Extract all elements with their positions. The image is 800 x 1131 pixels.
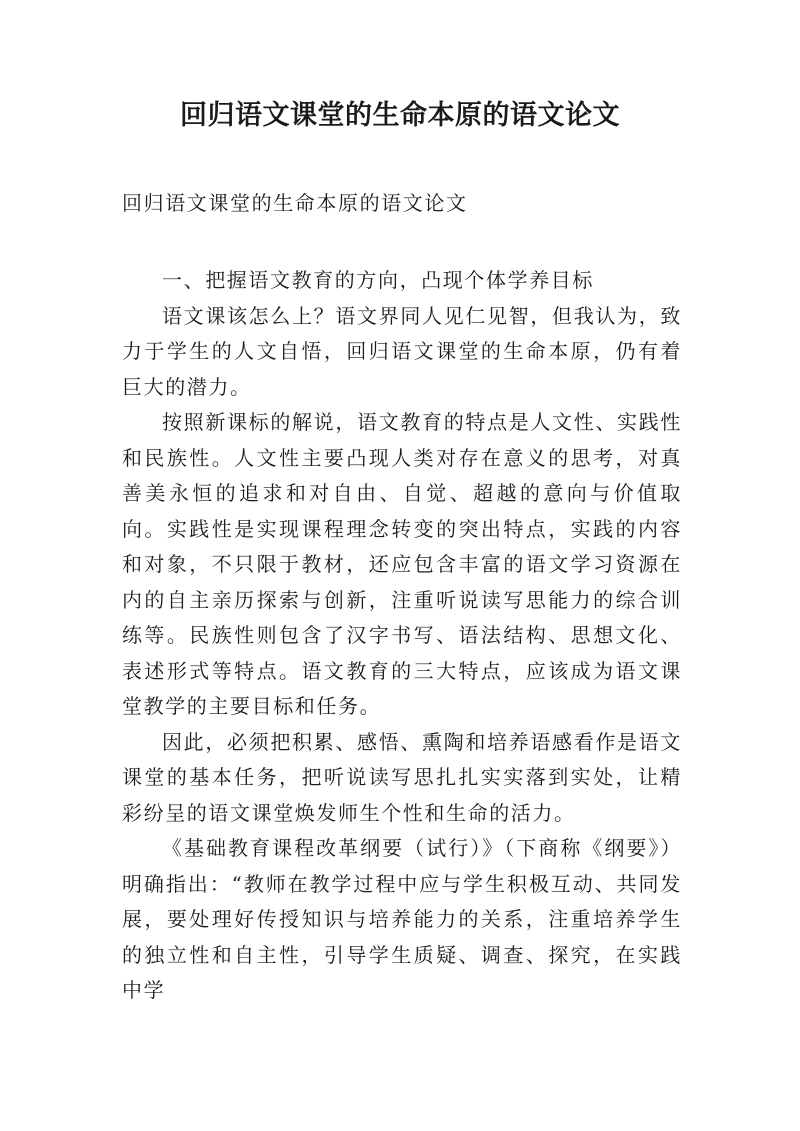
paragraph: 《基础教育课程改革纲要（试行）》（下商称《纲要》）明确指出：“教师在教学过程中应与学生积极互动、共同发展，要处理好传授知识与培养能力的关系，注重培养学生的独立性和自主性，引导学生质疑、调查、探究，在实践中学	[122, 836, 682, 1002]
paragraph: 语文课该怎么上？语文界同人见仁见智，但我认为，致力于学生的人文自悟，回归语文课堂的生命本原，仍有着巨大的潜力。	[122, 303, 682, 399]
paragraph: 按照新课标的解说，语文教育的特点是人文性、实践性和民族性。人文性主要凸现人类对存在意义的思考，对真善美永恒的追求和对自由、自觉、超越的意向与价值取向。实践性是实现课程理念转变的突出特点，实践的内容和对象，不只限于教材，还应包含丰富的语文学习资源在内的自主亲历探索与创新，注重听说读写思能力的综合训练等。民族性则包含了汉字书写、语法结构、思想文化、表述形式等特点。语文教育的三大特点，应该成为语文课堂教学的主要目标和任务。	[122, 410, 682, 718]
section-heading: 一、把握语文教育的方向，凸现个体学养目标	[162, 268, 594, 292]
document-body	[122, 263, 682, 1009]
document-subtitle: 回归语文课堂的生命本原的语文论文	[122, 191, 468, 215]
document-title: 回归语文课堂的生命本原的语文论文	[180, 100, 620, 131]
paragraph: 因此，必须把积累、感悟、熏陶和培养语感看作是语文课堂的基本任务，把听说读写思扎扎实实落到实处，让精彩纷呈的语文课堂焕发师生个性和生命的活力。	[122, 729, 682, 825]
